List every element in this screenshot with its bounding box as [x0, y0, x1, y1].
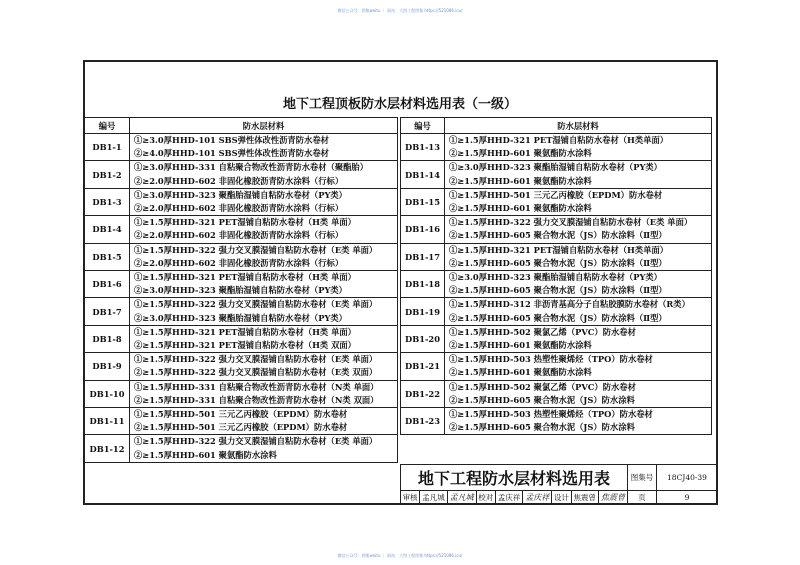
material-line: ①≥1.5厚HHD-331 自粘聚合物改性沥青防水卷材（N类 单面） — [134, 381, 379, 392]
material-line: ①≥1.5厚HHD-322 强力交叉膜湿铺自粘防水卷材（E类 单面） — [134, 354, 378, 365]
material-line: ②≥1.5厚HHD-601 聚氨酯防水涂料 — [448, 203, 592, 214]
row-materials — [444, 408, 711, 435]
table-row — [401, 271, 712, 298]
material-line: ②≥1.5厚HHD-605 聚合物水泥（JS）防水涂料（Ⅱ型） — [448, 312, 667, 323]
material-line: ②≥1.5厚HHD-605 聚合物水泥（JS）防水涂料（Ⅱ型） — [448, 230, 667, 241]
table-row — [401, 408, 712, 435]
table-row — [401, 243, 712, 270]
table-row — [85, 298, 398, 325]
row-code: DB1-2 — [85, 161, 130, 188]
row-code: DB1-13 — [401, 134, 445, 161]
row-code: DB1-10 — [85, 380, 130, 407]
designer-name: 焦震曾 — [571, 491, 598, 504]
row-code: DB1-20 — [401, 325, 445, 352]
table-row — [401, 380, 712, 407]
material-line: ②≥1.5厚HHD-605 聚合物水泥（JS）防水涂料 — [448, 394, 635, 405]
table-row — [85, 161, 398, 188]
row-materials — [130, 216, 398, 243]
row-materials — [444, 298, 711, 325]
table-row — [85, 271, 398, 298]
row-materials — [444, 380, 711, 407]
row-code: DB1-12 — [85, 435, 130, 462]
page-title: 地下工程顶板防水层材料选用表（一级） — [282, 97, 517, 112]
material-line: ①≥1.5厚HHD-321 PET湿铺自粘防水卷材（H类 单面） — [134, 326, 356, 337]
row-materials — [444, 325, 711, 352]
row-materials — [130, 408, 398, 435]
row-materials — [130, 298, 398, 325]
material-line: ①≥1.5厚HHD-503 热塑性聚烯烃（TPO）防水卷材 — [448, 409, 653, 420]
row-materials — [444, 216, 711, 243]
table-row — [401, 134, 712, 161]
table-row — [85, 408, 398, 435]
material-line: ①≥1.5厚HHD-322 强力交叉膜湿铺自粘防水卷材（E类 单面） — [134, 244, 378, 255]
atlas-label: 图集号 — [628, 465, 657, 491]
material-line: ②≥2.0厚HHD-602 非固化橡胶沥青防水涂料（行标） — [134, 257, 344, 268]
row-code: DB1-18 — [401, 271, 445, 298]
row-materials — [130, 325, 398, 352]
material-table-left — [84, 117, 398, 463]
row-code: DB1-7 — [85, 298, 130, 325]
material-line: ②≥3.0厚HHD-323 聚酯胎湿铺自粘防水卷材（PY类） — [134, 285, 347, 296]
checker-name: 孟庆祥 — [495, 491, 522, 504]
table-row — [85, 188, 398, 215]
row-code: DB1-15 — [401, 188, 445, 215]
watermark-top: 微信公众号：图集weitu ｜ 网站：大图工程图集 https://521086.icu/ — [337, 8, 463, 13]
row-code: DB1-6 — [85, 271, 130, 298]
reviewer-name: 孟凡城 — [420, 491, 447, 504]
material-line: ①≥1.5厚HHD-501 三元乙丙橡胶（EPDM）防水卷材 — [448, 189, 663, 200]
material-line: ①≥1.5厚HHD-502 聚氯乙烯（PVC）防水卷材 — [448, 326, 636, 337]
check-label: 校对 — [476, 491, 495, 504]
material-line: ②≥1.5厚HHD-321 PET湿铺自粘防水卷材（H类 双面） — [134, 340, 356, 351]
material-line: ①≥3.0厚HHD-323 聚酯胎湿铺自粘防水卷材（PY类） — [448, 272, 662, 283]
material-line: ①≥1.5厚HHD-501 三元乙丙橡胶（EPDM）防水卷材 — [134, 409, 348, 420]
row-code: DB1-4 — [85, 216, 130, 243]
table-row — [401, 216, 712, 243]
table-row — [401, 188, 712, 215]
row-materials — [444, 271, 711, 298]
row-code: DB1-14 — [401, 161, 445, 188]
material-line: ②≥2.0厚HHD-602 非固化橡胶沥青防水涂料（行标） — [134, 230, 344, 241]
header-code: 编号 — [401, 118, 445, 134]
table-row — [85, 435, 398, 462]
material-line: ①≥1.5厚HHD-312 非沥青基高分子自粘胶膜防水卷材（R类） — [448, 299, 690, 310]
header-material: 防水层材料 — [444, 118, 711, 134]
title-block-title: 地下工程防水层材料选用表 — [401, 465, 628, 491]
material-line: ②≥2.0厚HHD-602 非固化橡胶沥青防水涂料（行标） — [134, 203, 344, 214]
material-line: ②≥1.5厚HHD-322 强力交叉膜湿铺自粘防水卷材（E类 双面） — [134, 367, 378, 378]
material-line: ②≥2.0厚HHD-602 非固化橡胶沥青防水涂料（行标） — [134, 175, 344, 186]
row-materials — [444, 353, 711, 380]
row-code: DB1-23 — [401, 408, 445, 435]
designer-signature: 焦震曾 — [598, 491, 627, 504]
row-materials — [130, 353, 398, 380]
material-line: ②≥1.5厚HHD-331 自粘聚合物改性沥青防水卷材（N类 双面） — [134, 394, 379, 405]
page-number: 9 — [657, 491, 718, 504]
row-materials — [130, 188, 398, 215]
watermark-bottom: 微信公众号：图集weitu ｜ 网站：大图工程图集 https://521086.icu/ — [337, 553, 463, 558]
row-code: DB1-1 — [85, 134, 130, 161]
table-row — [401, 298, 712, 325]
material-line: ②≥1.5厚HHD-501 三元乙丙橡胶（EPDM）防水卷材 — [134, 422, 348, 433]
material-line: ②≥1.5厚HHD-601 聚氨酯防水涂料 — [448, 175, 592, 186]
table-row — [85, 216, 398, 243]
table-row — [85, 353, 398, 380]
table-row — [401, 325, 712, 352]
atlas-number: 18CJ40-39 — [657, 465, 718, 491]
material-line: ①≥1.5厚HHD-322 强力交叉膜湿铺自粘防水卷材（E类 单面） — [134, 299, 378, 310]
review-label: 审核 — [401, 491, 420, 504]
row-code: DB1-22 — [401, 380, 445, 407]
material-line: ②≥4.0厚HHD-101 SBS弹性体改性沥青防水卷材 — [134, 148, 329, 159]
row-code: DB1-19 — [401, 298, 445, 325]
table-row — [85, 243, 398, 270]
page-label: 页 — [628, 491, 657, 504]
material-line: ②≥1.5厚HHD-601 聚氨酯防水涂料 — [448, 340, 592, 351]
row-code: DB1-16 — [401, 216, 445, 243]
material-line: ②≥1.5厚HHD-605 聚合物水泥（JS）防水涂料 — [448, 422, 635, 433]
material-line: ①≥1.5厚HHD-502 聚氯乙烯（PVC）防水卷材 — [448, 381, 636, 392]
row-code: DB1-5 — [85, 243, 130, 270]
material-line: ②≥1.5厚HHD-605 聚合物水泥（JS）防水涂料（Ⅱ型） — [448, 285, 667, 296]
row-materials — [130, 271, 398, 298]
header-code: 编号 — [85, 118, 130, 134]
material-line: ①≥1.5厚HHD-321 PET湿铺自粘防水卷材（H类 单面） — [134, 272, 356, 283]
material-line: ②≥1.5厚HHD-601 聚氨酯防水涂料 — [448, 148, 592, 159]
row-code: DB1-8 — [85, 325, 130, 352]
material-line: ①≥3.0厚HHD-101 SBS弹性体改性沥青防水卷材 — [134, 135, 329, 145]
row-materials — [130, 134, 398, 161]
design-label: 设计 — [552, 491, 571, 504]
row-materials — [130, 243, 398, 270]
material-line: ②≥3.0厚HHD-323 聚酯胎湿铺自粘防水卷材（PY类） — [134, 312, 347, 323]
checker-signature: 孟庆祥 — [523, 491, 552, 504]
material-line: ①≥3.0厚HHD-323 聚酯胎湿铺自粘防水卷材（PY类） — [448, 162, 662, 173]
table-row — [401, 353, 712, 380]
row-code: DB1-17 — [401, 243, 445, 270]
material-line: ②≥1.5厚HHD-601 聚氨酯防水涂料 — [134, 449, 277, 460]
row-code: DB1-3 — [85, 188, 130, 215]
material-line: ①≥3.0厚HHD-323 聚酯胎湿铺自粘防水卷材（PY类） — [134, 189, 347, 200]
row-materials — [444, 161, 711, 188]
material-line: ①≥1.5厚HHD-321 PET湿铺自粘防水卷材（H类单面） — [448, 135, 669, 145]
material-table-right — [400, 117, 712, 435]
row-materials — [444, 243, 711, 270]
row-code: DB1-11 — [85, 408, 130, 435]
material-line: ①≥1.5厚HHD-503 热塑性聚烯烃（TPO）防水卷材 — [448, 354, 653, 365]
row-code: DB1-21 — [401, 353, 445, 380]
table-row — [401, 161, 712, 188]
material-line: ①≥1.5厚HHD-322 强力交叉膜湿铺自粘防水卷材（E类 单面） — [134, 436, 378, 447]
row-materials — [444, 188, 711, 215]
material-line: ①≥1.5厚HHD-321 PET湿铺自粘防水卷材（H类单面） — [448, 244, 669, 255]
material-line: ②≥1.5厚HHD-605 聚合物水泥（JS）防水涂料（Ⅱ型） — [448, 257, 667, 268]
header-material: 防水层材料 — [130, 118, 398, 134]
material-line: ①≥3.0厚HHD-331 自粘聚合物改性沥青防水卷材（聚酯胎） — [134, 162, 369, 173]
row-materials — [130, 161, 398, 188]
title-block — [400, 464, 718, 504]
material-line: ①≥1.5厚HHD-322 强力交叉膜湿铺自粘防水卷材（E类 单面） — [448, 217, 693, 228]
reviewer-signature: 孟凡城 — [447, 491, 476, 504]
row-materials — [130, 380, 398, 407]
material-line: ①≥1.5厚HHD-321 PET湿铺自粘防水卷材（H类 单面） — [134, 217, 356, 228]
row-materials — [444, 134, 711, 161]
table-row — [85, 380, 398, 407]
material-line: ②≥1.5厚HHD-601 聚氨酯防水涂料 — [448, 367, 592, 378]
table-row — [85, 325, 398, 352]
table-row — [85, 134, 398, 161]
row-code: DB1-9 — [85, 353, 130, 380]
row-materials — [130, 435, 398, 462]
